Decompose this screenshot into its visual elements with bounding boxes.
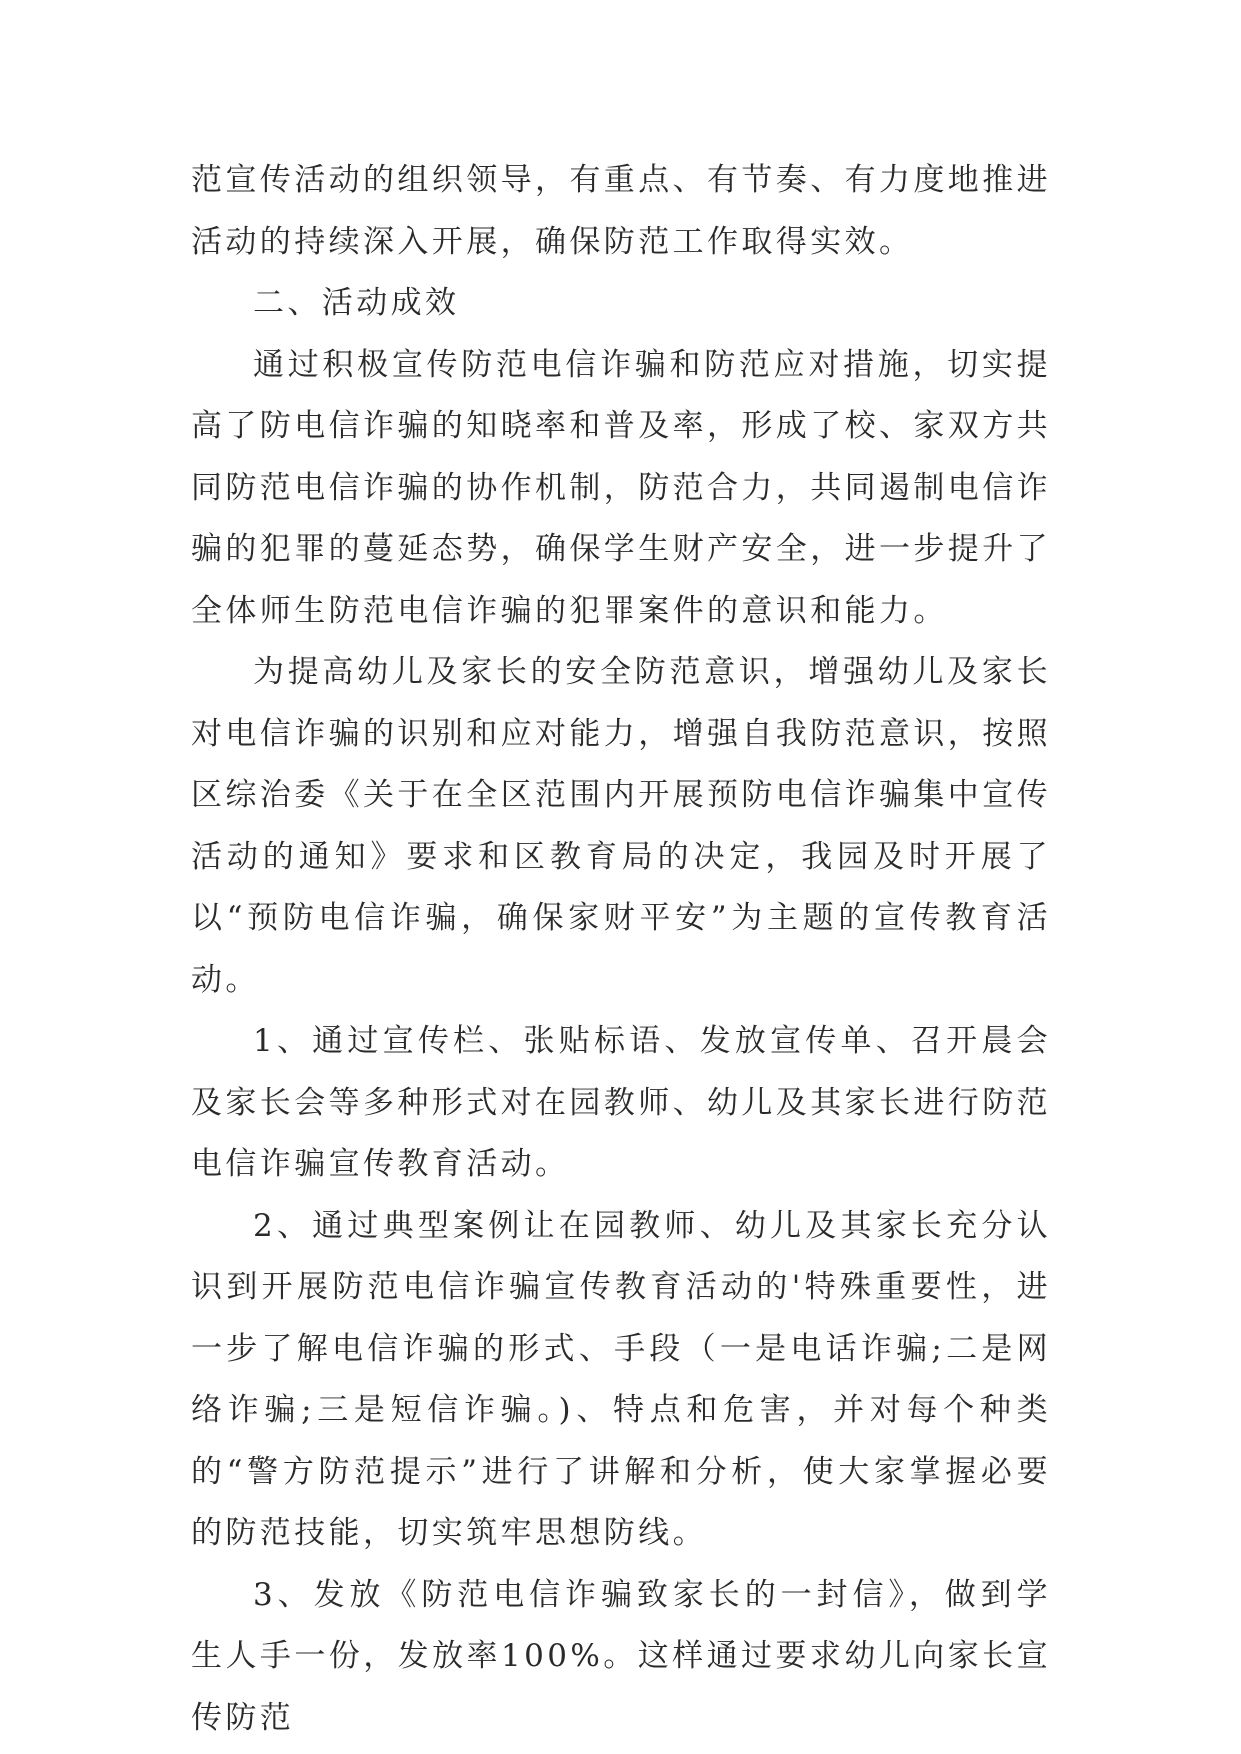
- paragraph-results-summary: 通过积极宣传防范电信诈骗和防范应对措施，切实提高了防电信诈骗的知晓率和普及率，形成了校、家双方共同防范电信诈骗的协作机制，防范合力，共同遏制电信诈骗的犯罪的蔓延态势，确保学生财产安全，进一步提升了全体师生防范电信诈骗的犯罪案件的意识和能力。: [191, 346, 1051, 629]
- section-heading-results: 二、活动成效: [253, 285, 460, 321]
- paragraph-activity-background: 为提高幼儿及家长的安全防范意识，增强幼儿及家长对电信诈骗的识别和应对能力，增强自我防范意识，按照区综治委《关于在全区范围内开展预防电信诈骗集中宣传活动的通知》要求和区教育局的决定，我园及时开展了以“预防电信诈骗，确保家财平安”为主题的宣传教育活动。: [191, 654, 1051, 998]
- list-item-3: 3、发放《防范电信诈骗致家长的一封信》，做到学生人手一份，发放率100%。这样通过要求幼儿向家长宣传防范: [191, 1576, 1051, 1736]
- document-body: [191, 150, 1051, 1749]
- list-item-1: 1、通过宣传栏、张贴标语、发放宣传单、召开晨会及家长会等多种形式对在园教师、幼儿及其家长进行防范电信诈骗宣传教育活动。: [191, 1023, 1051, 1182]
- list-item-2: 2、通过典型案例让在园教师、幼儿及其家长充分认识到开展防范电信诈骗宣传教育活动的'特殊重要性，进一步了解电信诈骗的形式、手段（一是电话诈骗;二是网络诈骗;三是短信诈骗。)、特点和危害，并对每个种类的“警方防范提示”进行了讲解和分析，使大家掌握必要的防范技能，切实筑牢思想防线。: [191, 1207, 1051, 1551]
- paragraph-continuation: 范宣传活动的组织领导，有重点、有节奏、有力度地推进活动的持续深入开展，确保防范工作取得实效。: [191, 162, 1051, 260]
